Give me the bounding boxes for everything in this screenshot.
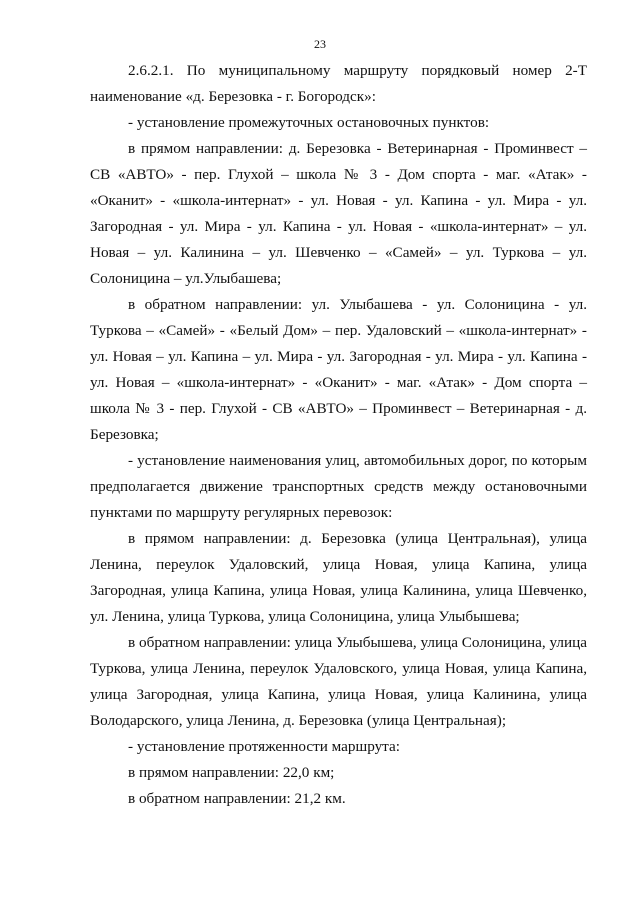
paragraph-streets-forward: в прямом направлении: д. Березовка (улица Центральная), улица Ленина, переулок Удаловский, улица Новая, улица Капина, улица Загородная, улица Капина, улица Новая, улица Калинина, улица Шевченко, ул. Ленина, улица Туркова, улица Солоницина, улица Улыбышева; (90, 530, 587, 625)
paragraph-length-reverse: в обратном направлении: 21,2 км. (128, 790, 346, 807)
paragraph-streets-reverse: в обратном направлении: улица Улыбышева, улица Солоницина, улица Туркова, улица Ленина, переулок Удаловского, улица Новая, улица Капина, улица Загородная, улица Капина, улица Новая, улица Калинина, улица Володарского, улица Ленина, д. Березовка (улица Центральная); (90, 634, 587, 729)
paragraph-length-forward: в прямом направлении: 22,0 км; (128, 764, 335, 781)
paragraph-length-intro: - установление протяженности маршрута: (128, 738, 400, 755)
paragraph-route-heading: 2.6.2.1. По муниципальному маршруту порядковый номер 2-Т наименование «д. Березовка - г. Богородск»: (90, 62, 587, 105)
paragraph-stops-reverse: в обратном направлении: ул. Улыбашева - ул. Солоницина - ул. Туркова – «Самей» - «Белый Дом» – пер. Удаловский – «школа-интернат» - ул. Новая – ул. Капина – ул. Мира - ул. Загородная - ул. Мира - ул. Капина - ул. Новая – «школа-интернат» - «Оканит» - маг. «Атак» - Дом спорта – школа № 3 - пер. Глухой - СВ «АВТО» – Проминвест – Ветеринарная - д. Березовка; (90, 296, 587, 443)
document-body (90, 58, 587, 812)
page-number: 23 (314, 37, 326, 51)
paragraph-stops-intro: - установление промежуточных остановочных пунктов: (128, 114, 490, 131)
paragraph-streets-intro: - установление наименования улиц, автомобильных дорог, по которым предполагается движение транспортных средств между остановочными пунктами по маршруту регулярных перевозок: (90, 452, 587, 521)
paragraph-stops-forward: в прямом направлении: д. Березовка - Ветеринарная - Проминвест – СВ «АВТО» - пер. Глухой – школа № 3 - Дом спорта - маг. «Атак» - «Оканит» - «школа-интернат» - ул. Новая - ул. Капина - ул. Мира - ул. Загородная - ул. Мира - ул. Капина - ул. Новая - «школа-интернат» – ул. Новая – ул. Калинина – ул. Шевченко – «Самей» – ул. Туркова – ул. Солоницина – ул.Улыбашева; (90, 140, 587, 287)
